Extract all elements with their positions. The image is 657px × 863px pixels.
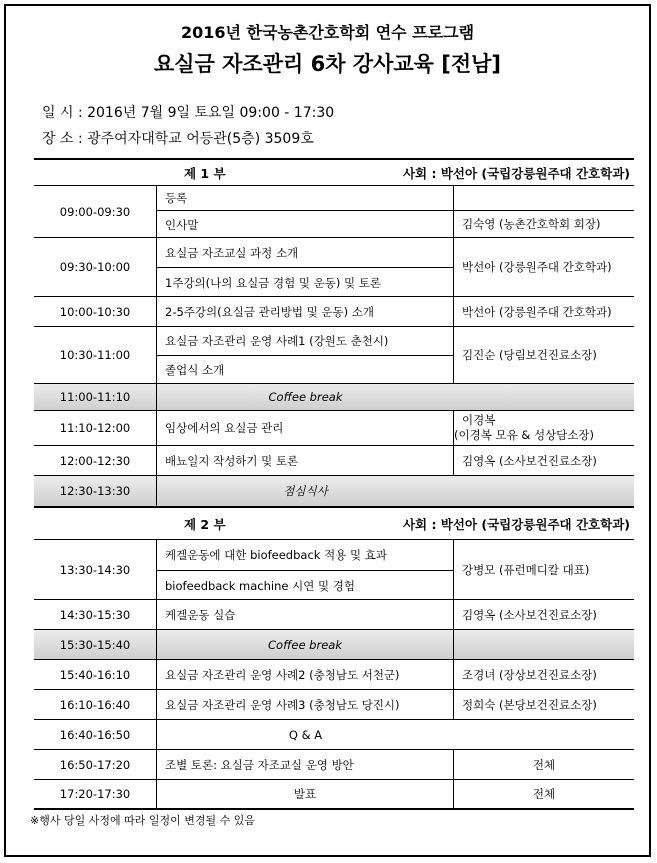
row-time: 13:30-14:30 [34, 540, 157, 599]
row-time: 12:30-13:30 [34, 476, 157, 506]
row-time: 12:00-12:30 [34, 446, 157, 475]
table-row [34, 660, 634, 690]
section-host: 사회 : 박선아 (국립강릉원주대 간호학과) [402, 516, 630, 532]
program-item: 요실금 자조관리 운영 사례1 (강원도 춘천시) [165, 334, 389, 348]
row-speaker: 김영옥 (소사보건진료소장) [462, 607, 597, 622]
row-speaker: 박선아 (강릉원주대 간호학과) [462, 260, 612, 274]
row-program [157, 327, 454, 383]
table-row [34, 411, 634, 446]
table-row [34, 750, 634, 780]
section-label: 제 2 부 [184, 516, 226, 532]
row-program [157, 186, 454, 237]
program-item: 졸업식 소개 [157, 355, 453, 384]
row-program: 케겔운동 실습 [157, 600, 454, 629]
row-program: 발표 [157, 780, 454, 808]
program-item: biofeedback machine 시연 및 경험 [157, 570, 453, 600]
table-row [34, 780, 634, 810]
row-speaker: 박선아 (강릉원주대 간호학과) [462, 304, 612, 319]
row-speaker: 정희숙 (본당보건진료소장) [462, 697, 597, 712]
row-time: 11:00-11:10 [34, 384, 157, 410]
program-subtitle: 요실금 자조관리 6차 강사교육 [전남] [153, 52, 502, 76]
row-speaker: 김진순 (당림보건진료소장) [462, 348, 597, 362]
section-label: 제 1 부 [184, 165, 226, 181]
table-row [34, 297, 634, 327]
table-row [34, 600, 634, 630]
row-speaker: 강병모 (퓨런메디칼 대표) [462, 562, 590, 577]
row-speaker [454, 630, 634, 659]
row-program: 요실금 자조관리 운영 사례3 (충청남도 당진시) [157, 690, 454, 719]
speaker-name: 이경복 [462, 413, 496, 427]
row-time: 16:40-16:50 [34, 720, 157, 749]
footnote: ※행사 당일 사정에 따라 일정이 변경될 수 있음 [30, 814, 255, 827]
row-speaker [454, 411, 634, 445]
row-program [157, 540, 454, 599]
break-label: 점심식사 [283, 484, 328, 498]
row-speaker: 조경녀 (장상보건진료소장) [462, 667, 597, 682]
section-header-1 [34, 158, 634, 186]
row-program: 조별 토론: 요실금 자조교실 운영 방안 [157, 750, 454, 779]
table-row [34, 540, 634, 600]
break-label: Coffee break [157, 630, 454, 659]
table-row [34, 327, 634, 384]
row-speaker: 전체 [532, 757, 556, 772]
program-item: 등록 [165, 191, 188, 205]
speaker-item: 김숙영 (농촌간호학회 회장) [454, 210, 634, 238]
row-speaker [454, 186, 634, 237]
break-label: Coffee break [268, 390, 343, 404]
row-program: Q & A [288, 727, 323, 742]
row-program: 2-5주강의(요실금 관리방법 및 운동) 소개 [157, 297, 454, 326]
program-title: 2016년 한국농촌간호학회 연수 프로그램 [180, 23, 475, 42]
row-time: 09:30-10:00 [34, 238, 157, 296]
row-time: 10:00-10:30 [34, 297, 157, 326]
row-speaker: 김영옥 (소사보건진료소장) [462, 453, 597, 468]
table-row-break [34, 476, 634, 508]
speaker-item [454, 186, 634, 210]
section-header-2 [34, 508, 634, 540]
row-time: 14:30-15:30 [34, 600, 157, 629]
speaker-affiliation: (이경복 모유 & 성상담소장) [454, 428, 594, 442]
table-row-break [34, 384, 634, 411]
row-time: 11:10-12:00 [34, 411, 157, 445]
event-place: 장 소 : 광주여자대학교 어등관(5층) 3509호 [42, 131, 314, 147]
program-page [4, 4, 651, 857]
row-program: 임상에서의 요실금 관리 [157, 411, 454, 445]
row-time: 16:50-17:20 [34, 750, 157, 779]
table-row-break [34, 630, 634, 660]
section-host: 사회 : 박선아 (국립강릉원주대 간호학과) [402, 165, 630, 181]
row-time: 09:00-09:30 [34, 186, 157, 237]
row-time: 15:40-16:10 [34, 660, 157, 689]
row-time: 16:10-16:40 [34, 690, 157, 719]
program-item: 인사말 [157, 210, 453, 238]
row-time: 10:30-11:00 [34, 327, 157, 383]
row-speaker: 전체 [532, 787, 556, 801]
table-row [34, 690, 634, 720]
program-item: 케겔운동에 대한 biofeedback 적용 및 효과 [165, 548, 387, 562]
table-row [34, 238, 634, 297]
row-program [157, 238, 454, 296]
row-program: 요실금 자조관리 운영 사례2 (충청남도 서천군) [157, 660, 454, 689]
program-item: 1주강의(나의 요실금 경험 및 운동) 및 토론 [157, 267, 453, 297]
row-time: 17:20-17:30 [34, 780, 157, 808]
program-item: 요실금 자조교실 과정 소개 [165, 245, 299, 260]
event-date: 일 시 : 2016년 7월 9일 토요일 09:00 - 17:30 [42, 105, 335, 121]
table-row [34, 446, 634, 476]
table-row [34, 186, 634, 238]
row-program: 배뇨일지 작성하기 및 토론 [157, 446, 454, 475]
table-row [34, 720, 634, 750]
row-time: 15:30-15:40 [34, 630, 157, 659]
